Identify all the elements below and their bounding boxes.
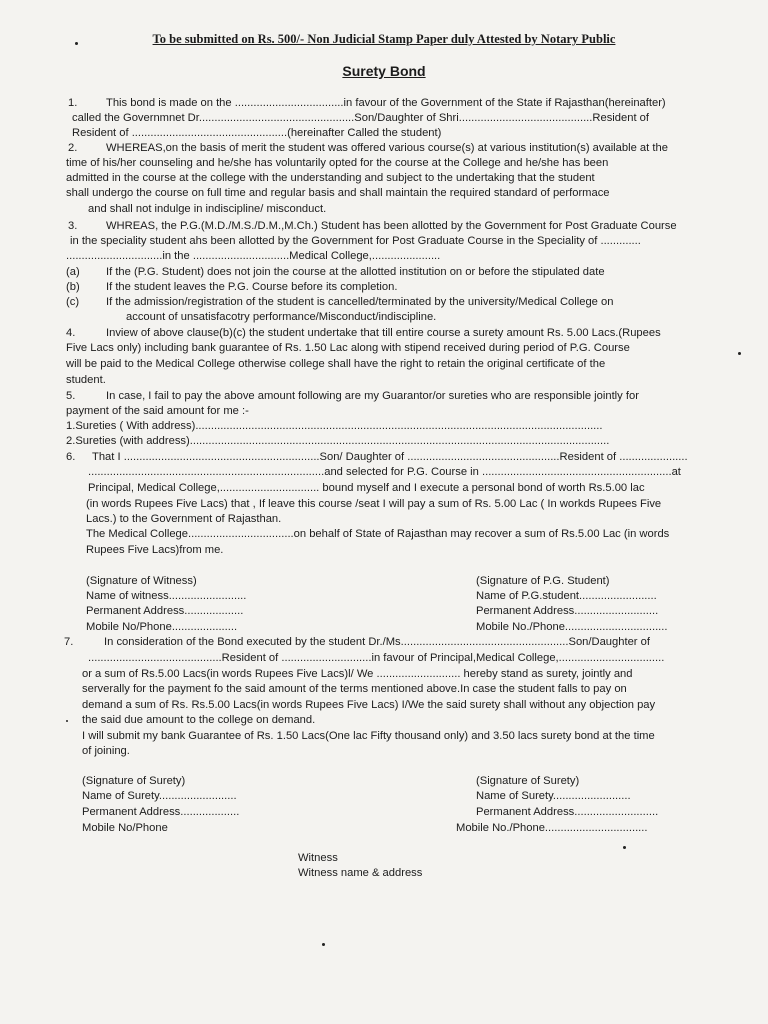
clause-3c-label: (c) [66,296,80,308]
surety-2-line: 2.Sureties (with address)....................................................................................................................................... [66,435,610,447]
clause-7-line: serverally for the payment fo the said amount of the terms mentioned above.In case the student falls to pay on [82,683,627,695]
scan-speck [66,720,68,722]
clause-7-line: I will submit my bank Guarantee of Rs. 1.50 Lacs(One lac Fifty thousand only) and 3.50 lacs surety bond at the time [82,730,655,742]
clause-6-line: ............................................................................and selected for P.G. Course in .............................................................at [88,466,681,478]
clause-2-line: WHEREAS,on the basis of merit the student was offered various course(s) at various institution(s) available at the [106,142,668,154]
witness-address-field: Permanent Address................... [86,605,244,617]
clause-7-number: 7. [64,636,74,648]
clause-3c-text: account of unsatisfacotry performance/Misconduct/indiscipline. [126,311,437,323]
clause-4-line: Five Lacs only) including bank guarantee of Rs. 1.50 Lac along with stipend received during period of P.G. Course [66,342,630,354]
clause-5-line: payment of the said amount for me :- [66,405,249,417]
signature-student-label: (Signature of P.G. Student) [476,575,610,587]
witness-name-field: Name of witness......................... [86,590,247,602]
clause-1-line: This bond is made on the ...................................in favour of the Government of the State if Rajasthan(hereinafter) [106,97,666,109]
clause-4-line: will be paid to the Medical College otherwise college shall have the right to retain the original certificate of the [66,358,606,370]
clause-6-number: 6. [66,451,76,463]
clause-6-line: Lacs.) to the Government of Rajasthan. [86,513,282,525]
clause-4-line: Inview of above clause(b)(c) the student undertake that till entire course a surety amount Rs. 5.00 Lacs.(Rupees [106,327,661,339]
clause-3-line: in the speciality student ahs been allotted by the Government for Post Graduate Course in the Speciality of ............. [70,235,641,247]
student-address-field: Permanent Address........................... [476,605,659,617]
scan-speck [322,943,325,946]
clause-7-line: of joining. [82,745,130,757]
student-name-field: Name of P.G.student......................... [476,590,657,602]
clause-3c-text: If the admission/registration of the student is cancelled/terminated by the university/Medical College on [106,296,614,308]
clause-1-line: Resident of ..................................................(hereinafter Called the student) [72,127,442,139]
student-mobile-field: Mobile No./Phone................................. [476,621,668,633]
clause-3b-text: If the student leaves the P.G. Course before its completion. [106,281,398,293]
clause-6-line: (in words Rupees Five Lacs) that , If leave this course /seat I will pay a sum of Rs. 5.00 Lac ( In workds Rupees Five [86,498,662,510]
clause-2-number: 2. [68,142,78,154]
witness-name-address-label: Witness name & address [298,867,423,879]
clause-2-line: shall undergo the course on full time and regular basis and shall maintain the required standard of performace [66,187,610,199]
clause-7-line: or a sum of Rs.5.00 Lacs(in words Rupees Five Lacs)l/ We ........................... hereby stand as surety, jointly and [82,668,633,680]
clause-4-line: student. [66,374,106,386]
witness-label: Witness [298,852,338,864]
document-title: Surety Bond [342,63,426,79]
clause-3-line: ...............................in the ...............................Medical College,...................... [66,250,441,262]
clause-3-line: WHREAS, the P.G.(M.D./M.S./D.M.,M.Ch.) Student has been allotted by the Government for Post Graduate Course [106,220,677,232]
clause-3b-label: (b) [66,281,80,293]
clause-6-line: Rupees Five Lacs)from me. [86,544,224,556]
clause-6-line: That I ...............................................................Son/ Daughter of .................................................Resident of ...................... [92,451,688,463]
clause-2-line: time of his/her counseling and he/she has voluntarily opted for the course at the College and he/she has been [66,157,609,169]
witness-mobile-field: Mobile No/Phone..................... [86,621,238,633]
signature-witness-label: (Signature of Witness) [86,575,197,587]
clause-1-line: called the Governmnet Dr..................................................Son/Daughter of Shri...........................................Resident of [72,112,649,124]
surety-1-mobile-field: Mobile No/Phone [82,822,168,834]
clause-7-line: ...........................................Resident of .............................in favour of Principal,Medical College,.................................. [88,652,665,664]
scan-speck [623,846,626,849]
clause-3a-label: (a) [66,266,80,278]
signature-surety-2-label: (Signature of Surety) [476,775,580,787]
surety-1-name-field: Name of Surety......................... [82,790,237,802]
surety-2-mobile-field: Mobile No./Phone................................. [456,822,648,834]
document-header-note: To be submitted on Rs. 500/- Non Judicial Stamp Paper duly Attested by Notary Public [152,32,616,46]
surety-1-line: 1.Sureties ( With address)................................................................................................................................... [66,420,603,432]
clause-7-line: demand a sum of Rs. Rs.5.00 Lacs(in words Rupees Five Lacs) I/We the said surety shall without any objection pay [82,699,656,711]
clause-5-number: 5. [66,390,76,402]
scan-speck [738,352,741,355]
surety-2-address-field: Permanent Address........................... [476,806,659,818]
clause-3-number: 3. [68,220,78,232]
signature-surety-1-label: (Signature of Surety) [82,775,186,787]
clause-4-number: 4. [66,327,76,339]
clause-6-line: The Medical College..................................on behalf of State of Rajasthan may recover a sum of Rs.5.00 Lac (in words [86,528,670,540]
clause-7-line: In consideration of the Bond executed by the student Dr./Ms......................................................Son/Daughter of [104,636,650,648]
scan-speck [75,42,78,45]
clause-2-line: and shall not indulge in indiscipline/ misconduct. [88,203,327,215]
surety-2-name-field: Name of Surety......................... [476,790,631,802]
clause-7-line: the said due amount to the college on demand. [82,714,316,726]
clause-1-number: 1. [68,97,78,109]
clause-3a-text: If the (P.G. Student) does not join the course at the allotted institution on or before the stipulated date [106,266,605,278]
clause-6-line: Principal, Medical College,................................ bound myself and I execute a personal bond of worth Rs.5.00 lac [88,482,645,494]
clause-5-line: In case, I fail to pay the above amount following are my Guarantor/or sureties who are responsible jointly for [106,390,639,402]
surety-1-address-field: Permanent Address................... [82,806,240,818]
clause-2-line: admitted in the course at the college with the understanding and subject to the undertaking that the student [66,172,595,184]
